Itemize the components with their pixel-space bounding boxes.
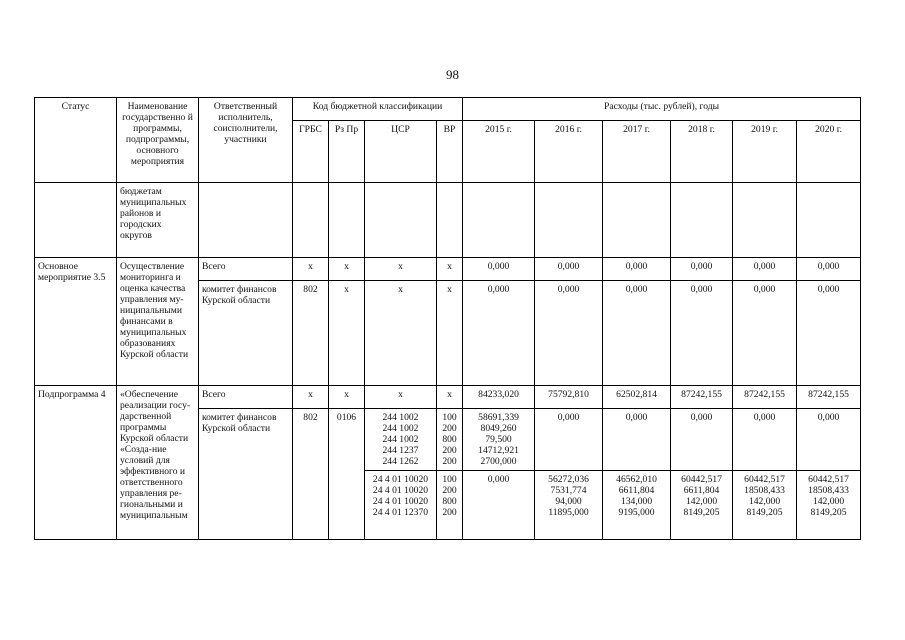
value-cell: 0,000 bbox=[797, 409, 861, 471]
vr-cell: 100 200 800 200 bbox=[437, 471, 463, 540]
csr-cell: 24 4 01 10020 24 4 01 10020 24 4 01 10020 24 4 01 12370 bbox=[365, 471, 437, 540]
value-cell: 60442,517 18508,433 142,000 8149,205 bbox=[797, 471, 861, 540]
cont-name: бюджетам муниципальных районов и городских округов bbox=[117, 183, 199, 258]
header-year-2017: 2017 г. bbox=[603, 121, 671, 183]
header-year-2016: 2016 г. bbox=[535, 121, 603, 183]
budget-table bbox=[34, 97, 861, 540]
header-status: Статус bbox=[35, 98, 117, 183]
cont-status bbox=[35, 183, 117, 258]
value-cell: 87242,155 bbox=[671, 386, 733, 409]
vr-cell: x bbox=[437, 281, 463, 386]
value-cell: 56272,036 7531,774 94,000 11895,000 bbox=[535, 471, 603, 540]
value-cell: 0,000 bbox=[733, 409, 797, 471]
csr-cell: x bbox=[365, 281, 437, 386]
header-grbs: ГРБС bbox=[293, 121, 329, 183]
header-executor: Ответственный исполнитель, соисполнители, участники bbox=[199, 98, 293, 183]
value-cell: 0,000 bbox=[463, 471, 535, 540]
value-cell: 46562,010 6611,804 134,000 9195,000 bbox=[603, 471, 671, 540]
value-cell: 0,000 bbox=[463, 281, 535, 386]
rzpr-cell: x bbox=[329, 281, 365, 386]
header-budget-code-group: Код бюджетной классификации bbox=[293, 98, 463, 121]
value-cell: 0,000 bbox=[603, 409, 671, 471]
header-name: Наименование государственно й программы, подпрограммы, основного мероприятия bbox=[117, 98, 199, 183]
header-year-2015: 2015 г. bbox=[463, 121, 535, 183]
csr-cell: x bbox=[365, 386, 437, 409]
subprogram4-name: «Обеспечение реализации госу-дарственной программы Курской области «Созда-ние условий для эффективного и ответственного управления ре-гиональными и муниципальным bbox=[117, 386, 199, 540]
value-cell: 0,000 bbox=[733, 281, 797, 386]
value-cell: 84233,020 bbox=[463, 386, 535, 409]
value-cell: 87242,155 bbox=[797, 386, 861, 409]
subprogram4-total-executor: Всего bbox=[199, 386, 293, 409]
value-cell: 0,000 bbox=[797, 258, 861, 281]
grbs-cell: 802 bbox=[293, 409, 329, 540]
measure35-total-executor: Всего bbox=[199, 258, 293, 281]
value-cell: 0,000 bbox=[733, 258, 797, 281]
page-number: 98 bbox=[446, 67, 459, 82]
value-cell: 75792,810 bbox=[535, 386, 603, 409]
header-row-top bbox=[35, 98, 861, 121]
value-cell: 0,000 bbox=[671, 258, 733, 281]
grbs-cell: 802 bbox=[293, 281, 329, 386]
rzpr-cell: x bbox=[329, 386, 365, 409]
value-cell: 60442,517 18508,433 142,000 8149,205 bbox=[733, 471, 797, 540]
rzpr-cell: 0106 bbox=[329, 409, 365, 540]
header-year-2020: 2020 г. bbox=[797, 121, 861, 183]
value-cell: 62502,814 bbox=[603, 386, 671, 409]
vr-cell: 100 200 800 200 200 bbox=[437, 409, 463, 471]
measure35-committee-executor: комитет финансов Курской области bbox=[199, 281, 293, 386]
value-cell: 0,000 bbox=[535, 409, 603, 471]
value-cell: 60442,517 6611,804 142,000 8149,205 bbox=[671, 471, 733, 540]
value-cell: 0,000 bbox=[671, 409, 733, 471]
header-expenses-group: Расходы (тыс. рублей), годы bbox=[463, 98, 861, 121]
header-year-2018: 2018 г. bbox=[671, 121, 733, 183]
header-vr: ВР bbox=[437, 121, 463, 183]
header-csr: ЦСР bbox=[365, 121, 437, 183]
value-cell: 0,000 bbox=[671, 281, 733, 386]
value-cell: 58691,339 8049,260 79,500 14712,921 2700,000 bbox=[463, 409, 535, 471]
grbs-cell: x bbox=[293, 258, 329, 281]
table-row bbox=[35, 258, 861, 281]
subprogram4-status: Подпрограмма 4 bbox=[35, 386, 117, 540]
value-cell: 0,000 bbox=[603, 258, 671, 281]
csr-cell: 244 1002 244 1002 244 1002 244 1237 244 1262 bbox=[365, 409, 437, 471]
value-cell: 0,000 bbox=[797, 281, 861, 386]
value-cell: 0,000 bbox=[603, 281, 671, 386]
value-cell: 0,000 bbox=[463, 258, 535, 281]
header-year-2019: 2019 г. bbox=[733, 121, 797, 183]
rzpr-cell: x bbox=[329, 258, 365, 281]
grbs-cell: x bbox=[293, 386, 329, 409]
measure35-name: Осуществление мониторинга и оценка качества управления му-ниципальными финансами в муниципальных образованиях Курской области bbox=[117, 258, 199, 386]
table-row bbox=[35, 183, 861, 258]
csr-cell: x bbox=[365, 258, 437, 281]
header-rzpr: Рз Пр bbox=[329, 121, 365, 183]
vr-cell: x bbox=[437, 386, 463, 409]
vr-cell: x bbox=[437, 258, 463, 281]
table-row bbox=[35, 386, 861, 409]
measure35-status: Основное мероприятие 3.5 bbox=[35, 258, 117, 386]
value-cell: 0,000 bbox=[535, 281, 603, 386]
subprogram4-committee-executor: комитет финансов Курской области bbox=[199, 409, 293, 540]
value-cell: 0,000 bbox=[535, 258, 603, 281]
value-cell: 87242,155 bbox=[733, 386, 797, 409]
